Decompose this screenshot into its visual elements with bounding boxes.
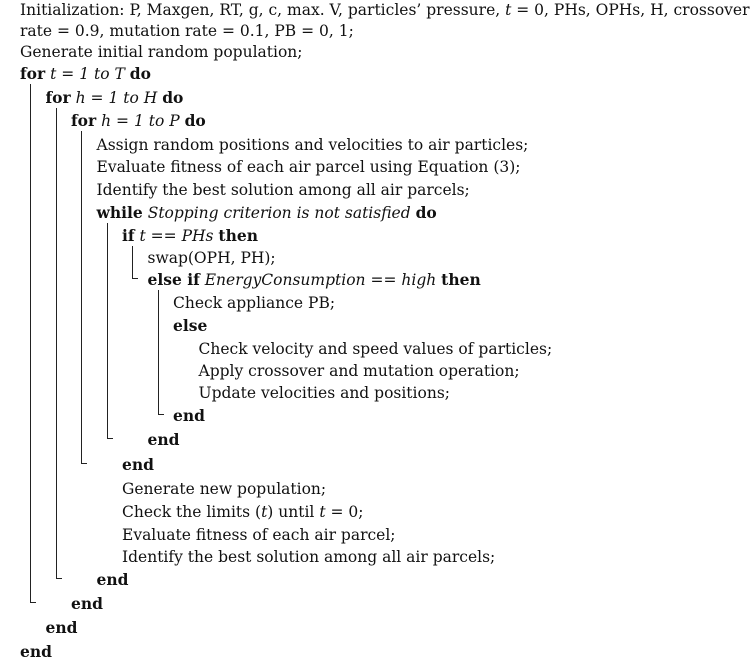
keyword: end bbox=[45, 618, 78, 637]
block-guide-tick bbox=[107, 438, 113, 439]
code-line bbox=[97, 202, 437, 224]
keyword: do bbox=[415, 203, 437, 222]
math-text: t bbox=[139, 227, 146, 245]
code-line bbox=[97, 156, 521, 178]
keyword: then bbox=[441, 270, 481, 289]
math-text: t bbox=[261, 503, 268, 521]
code-text: Apply crossover and mutation operation; bbox=[198, 362, 520, 380]
code-line bbox=[122, 501, 363, 523]
math-text: t = 1 to T bbox=[50, 65, 125, 83]
keyword: then bbox=[218, 226, 258, 245]
block-guide-line bbox=[81, 131, 82, 463]
code-text: swap(OPH, PH); bbox=[147, 249, 276, 267]
code-line bbox=[148, 429, 180, 451]
code-line bbox=[122, 524, 396, 546]
code-line bbox=[199, 360, 520, 382]
code-text: ) until bbox=[267, 503, 320, 521]
code-line bbox=[20, 63, 151, 85]
code-line bbox=[173, 292, 335, 314]
code-text: Generate initial random population; bbox=[20, 43, 303, 61]
keyword: else if bbox=[147, 270, 200, 289]
block-guide-tick bbox=[81, 463, 87, 464]
keyword: end bbox=[71, 594, 103, 613]
keyword: do bbox=[162, 88, 184, 107]
code-line bbox=[20, 20, 354, 42]
code-line bbox=[20, 641, 52, 663]
math-text: PHs bbox=[181, 227, 214, 245]
block-guide-tick bbox=[30, 602, 36, 603]
code-line bbox=[148, 247, 276, 269]
code-text: Update velocities and positions; bbox=[198, 384, 450, 402]
code-text: Identify the best solution among all air parcels; bbox=[96, 181, 470, 199]
math-text: high bbox=[401, 271, 437, 289]
code-line bbox=[46, 87, 184, 109]
code-line bbox=[122, 546, 495, 568]
block-guide-line bbox=[30, 84, 31, 602]
block-guide-tick bbox=[132, 278, 138, 279]
code-text: = 0; bbox=[325, 503, 364, 521]
code-line bbox=[122, 225, 258, 247]
code-line bbox=[71, 593, 103, 615]
code-text: Identify the best solution among all air parcels; bbox=[122, 548, 496, 566]
code-text: rate = 0.9, mutation rate = 0.1, PB = 0, 1; bbox=[20, 22, 354, 40]
keyword: for bbox=[71, 111, 97, 130]
block-guide-tick bbox=[56, 578, 62, 579]
code-line bbox=[122, 454, 154, 476]
code-line bbox=[97, 569, 129, 591]
keyword: for bbox=[20, 64, 46, 83]
code-line bbox=[148, 269, 481, 291]
keyword: if bbox=[122, 226, 135, 245]
keyword: else bbox=[173, 316, 208, 335]
code-text: == bbox=[145, 227, 182, 245]
math-text: h = 1 to P bbox=[101, 112, 180, 130]
code-line bbox=[199, 382, 451, 404]
code-line bbox=[97, 134, 529, 156]
keyword: for bbox=[45, 88, 71, 107]
keyword: end bbox=[173, 406, 205, 425]
code-text: Evaluate fitness of each air parcel; bbox=[122, 526, 396, 544]
code-text: Assign random positions and velocities to air particles; bbox=[96, 136, 529, 154]
code-text: Check the limits ( bbox=[122, 503, 262, 521]
math-text: t bbox=[319, 503, 326, 521]
code-line bbox=[199, 338, 553, 360]
block-guide-line bbox=[107, 223, 108, 438]
block-guide-line bbox=[56, 108, 57, 578]
block-guide-line bbox=[158, 290, 159, 414]
keyword: end bbox=[20, 642, 52, 661]
code-text: Check velocity and speed values of particles; bbox=[198, 340, 553, 358]
block-guide-line bbox=[132, 246, 133, 278]
code-line bbox=[46, 617, 78, 639]
math-text: t bbox=[505, 1, 512, 19]
keyword: end bbox=[96, 570, 129, 589]
code-line bbox=[20, 41, 303, 63]
keyword: do bbox=[184, 111, 206, 130]
math-text: Stopping criterion is not satisfied bbox=[147, 204, 411, 222]
code-line bbox=[97, 179, 470, 201]
math-text: h = 1 to H bbox=[75, 89, 158, 107]
keyword: end bbox=[122, 455, 154, 474]
code-text: Check appliance PB; bbox=[173, 294, 336, 312]
code-line bbox=[71, 110, 206, 132]
code-text: Initialization: P, Maxgen, RT, g, c, max. V, particles’ pressure, bbox=[20, 1, 506, 19]
code-text: Evaluate fitness of each air parcel using Equation (3); bbox=[96, 158, 521, 176]
code-line bbox=[173, 315, 207, 337]
keyword: end bbox=[147, 430, 180, 449]
code-line bbox=[122, 478, 326, 500]
code-line bbox=[20, 0, 750, 21]
keyword: do bbox=[129, 64, 151, 83]
math-text: EnergyConsumption bbox=[204, 271, 366, 289]
code-text: Generate new population; bbox=[122, 480, 327, 498]
code-text: = 0, PHs, OPHs, H, crossover bbox=[511, 1, 750, 19]
code-text: == bbox=[365, 271, 402, 289]
block-guide-tick bbox=[158, 414, 164, 415]
keyword: while bbox=[96, 203, 143, 222]
code-line bbox=[173, 405, 205, 427]
